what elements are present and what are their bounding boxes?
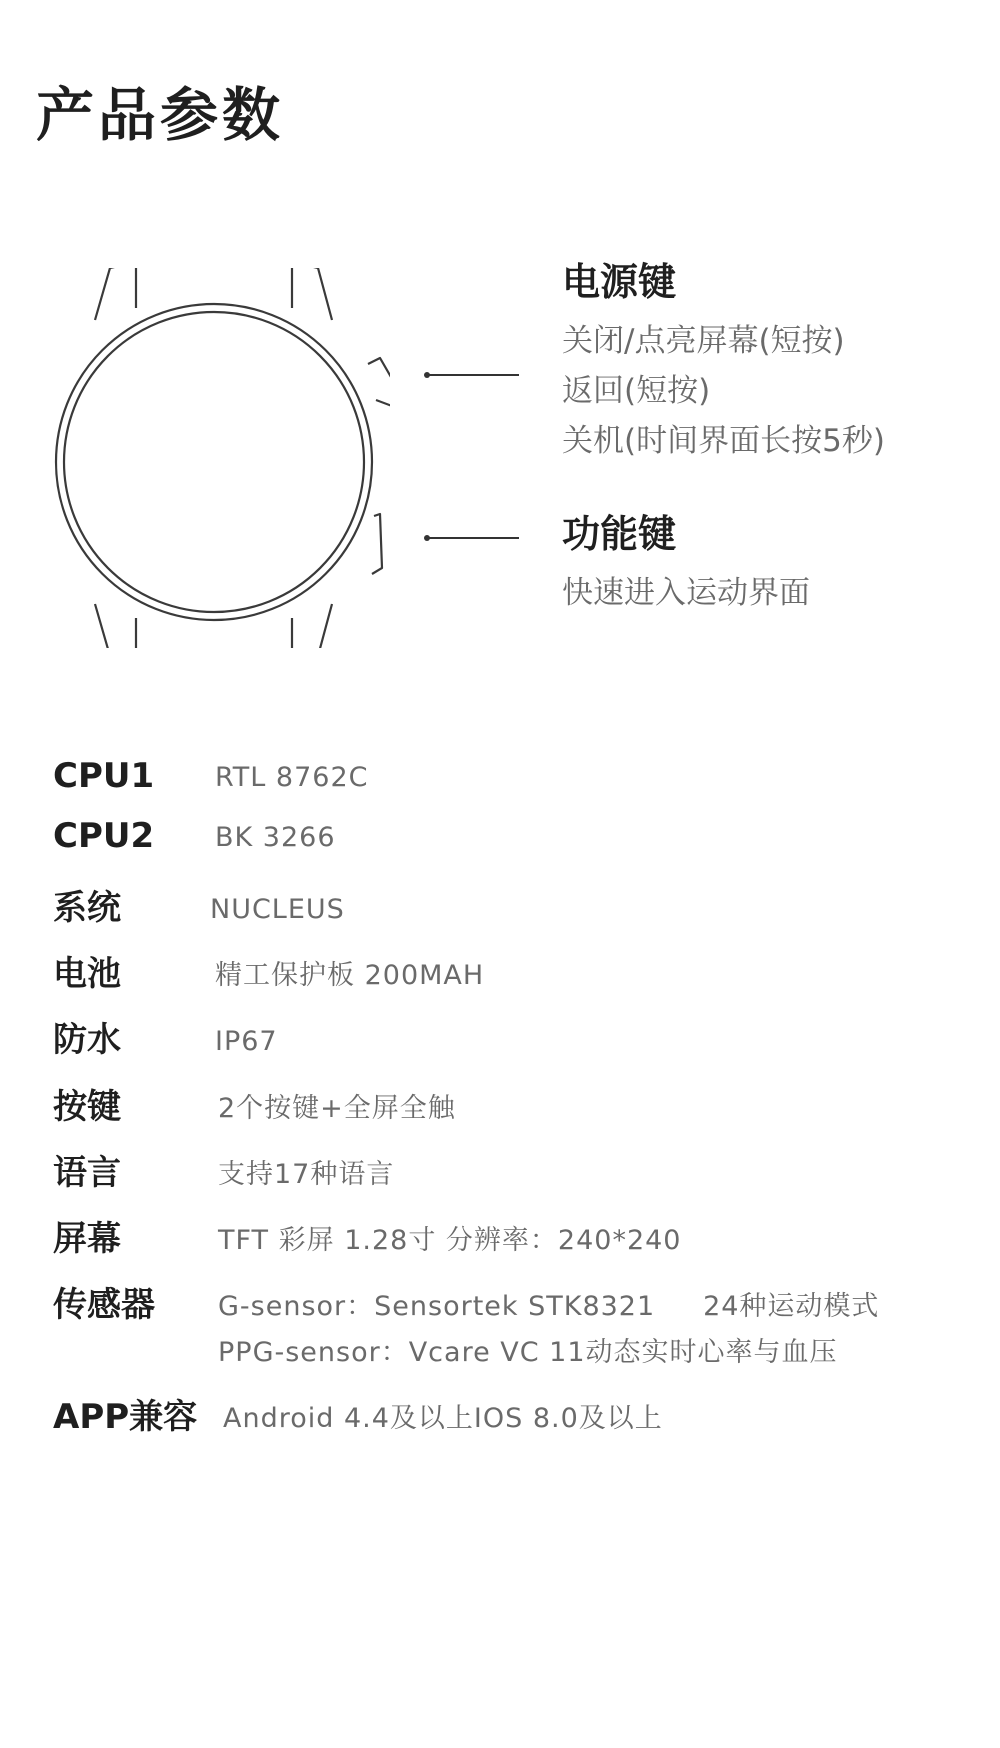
spec-value-secondary: PPG-sensor：Vcare VC 11动态实时心率与血压 xyxy=(218,1337,838,1368)
spec-value: 精工保护板 200MAH xyxy=(215,960,485,991)
power-key-lines xyxy=(562,316,885,466)
spec-row-system xyxy=(53,888,973,928)
power-key-description xyxy=(562,260,885,466)
spec-label: APP兼容 xyxy=(53,1397,198,1437)
spec-row-language xyxy=(53,1153,973,1193)
spec-label: CPU2 xyxy=(53,816,155,856)
spec-row-sensors xyxy=(53,1285,973,1373)
spec-row-waterproof xyxy=(53,1020,973,1060)
power-key-line: 返回(短按) xyxy=(562,372,711,409)
power-key-line: 关闭/点亮屏幕(短按) xyxy=(562,322,845,359)
spec-value: Android 4.4及以上IOS 8.0及以上 xyxy=(223,1403,663,1434)
spec-label: 语言 xyxy=(53,1153,121,1193)
smartwatch-outline-icon xyxy=(40,268,390,648)
spec-row-cpu1 xyxy=(53,756,973,796)
spec-value: IP67 xyxy=(215,1026,278,1057)
spec-value: 2个按键+全屏全触 xyxy=(218,1093,456,1124)
power-key-line: 关机(时间界面长按5秒) xyxy=(562,422,885,459)
spec-row-app-compat xyxy=(53,1397,973,1437)
spec-value: 支持17种语言 xyxy=(218,1159,395,1190)
spec-value: TFT 彩屏 1.28寸 分辨率：240*240 xyxy=(218,1225,682,1256)
spec-label: 防水 xyxy=(53,1020,121,1060)
spec-row-cpu2 xyxy=(53,816,973,856)
function-key-lines xyxy=(562,568,810,618)
spec-label: 按键 xyxy=(53,1087,121,1127)
power-key-title: 电源键 xyxy=(562,260,677,304)
page-title: 产品参数 xyxy=(36,81,285,149)
spec-value: G-sensor：Sensortek STK8321 24种运动模式 xyxy=(218,1291,880,1322)
spec-label: 电池 xyxy=(53,954,121,994)
spec-label: 传感器 xyxy=(53,1285,155,1325)
power-key-pointer-line xyxy=(427,374,519,376)
spec-label: 屏幕 xyxy=(53,1219,121,1259)
spec-value: RTL 8762C xyxy=(215,762,369,793)
spec-row-buttons xyxy=(53,1087,973,1127)
spec-row-screen xyxy=(53,1219,973,1259)
spec-label: 系统 xyxy=(53,888,121,928)
spec-value: BK 3266 xyxy=(215,822,336,853)
spec-value: NUCLEUS xyxy=(210,894,345,925)
function-key-pointer-line xyxy=(427,537,519,539)
spec-row-battery xyxy=(53,954,973,994)
spec-label: CPU1 xyxy=(53,756,155,796)
function-key-description xyxy=(562,512,810,618)
function-key-line: 快速进入运动界面 xyxy=(562,574,810,611)
function-key-title: 功能键 xyxy=(562,512,677,556)
